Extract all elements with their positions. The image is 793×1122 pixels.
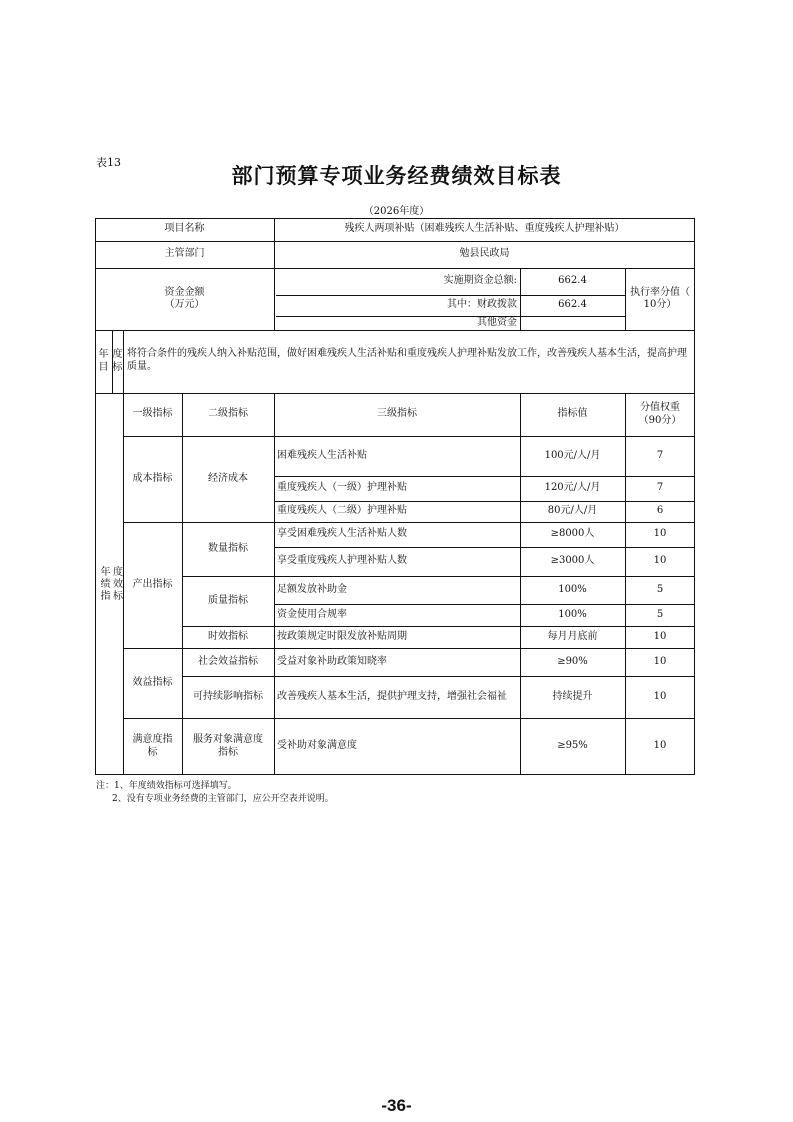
indicator-weight: 10 bbox=[653, 690, 667, 702]
indicator-section-label-right: 度效标 bbox=[110, 566, 122, 602]
level1-satisfaction: 满意度指 标 bbox=[132, 734, 173, 758]
project-name-label: 项目名称 bbox=[164, 223, 205, 235]
other-funds-value bbox=[520, 316, 625, 330]
header-weight: 分值权重 （90分） bbox=[638, 402, 682, 426]
annual-goal-label-right: 度 标 bbox=[112, 349, 123, 373]
fiscal-funds-label: 其中：财政拨款 bbox=[447, 299, 517, 311]
annual-goal-text: 将符合条件的残疾人纳入补贴范围，做好困难残疾人生活补贴和重度残疾人护理补贴发放工作，改善残疾人基本生活，提高护理质量。 bbox=[127, 348, 687, 372]
level1-output: 产出指标 bbox=[132, 578, 173, 590]
execution-rate-label: 执行率分值（ 10分） bbox=[630, 286, 690, 310]
level3-name: 按政策规定时限发放补贴周期 bbox=[277, 630, 407, 642]
indicator-section-label-left: 年绩指 bbox=[98, 566, 109, 602]
header-value: 指标值 bbox=[557, 408, 588, 420]
indicator-value: 100元/人/月 bbox=[544, 449, 601, 461]
level2-service-satisfaction: 服务对象满意度 指标 bbox=[193, 734, 263, 758]
level2-social-benefit: 社会效益指标 bbox=[198, 655, 258, 667]
department-value: 勉县民政局 bbox=[459, 248, 510, 260]
note-line: 2、没有专项业务经费的主管部门，应公开空表并说明。 bbox=[112, 794, 334, 804]
header-level1: 一级指标 bbox=[132, 408, 173, 420]
indicator-value: ≥90% bbox=[557, 655, 588, 667]
level1-benefit: 效益指标 bbox=[132, 676, 173, 688]
level3-name: 受益对象补助政策知晓率 bbox=[277, 655, 387, 667]
indicator-weight: 7 bbox=[656, 482, 664, 494]
other-funds-label: 其他资金 bbox=[477, 316, 517, 328]
indicator-value: 100% bbox=[558, 608, 587, 620]
level3-name: 受补助对象满意度 bbox=[277, 740, 357, 752]
indicator-weight: 6 bbox=[656, 505, 664, 517]
level2-quality: 质量指标 bbox=[208, 594, 248, 606]
page-title: 部门预算专项业务经费绩效目标表 bbox=[231, 164, 562, 188]
level3-name: 改善残疾人基本生活，提供护理支持，增强社会福祉 bbox=[277, 690, 507, 702]
indicator-value: ≥95% bbox=[557, 740, 588, 752]
indicator-value: 持续提升 bbox=[552, 690, 593, 702]
project-name-value: 残疾人两项补贴（困难残疾人生活补贴、重度残疾人护理补贴） bbox=[344, 223, 625, 235]
indicator-weight: 5 bbox=[656, 583, 664, 595]
indicator-weight: 7 bbox=[656, 449, 664, 461]
indicator-weight: 10 bbox=[653, 555, 667, 567]
level3-name: 重度残疾人（一级）护理补贴 bbox=[277, 482, 407, 494]
indicator-weight: 5 bbox=[656, 608, 664, 620]
indicator-value: 100% bbox=[558, 583, 587, 595]
indicator-value: 120元/人/月 bbox=[544, 482, 601, 494]
fiscal-funds-value: 662.4 bbox=[558, 299, 587, 311]
indicator-section-label bbox=[95, 393, 123, 775]
level3-name: 困难残疾人生活补贴 bbox=[277, 449, 367, 461]
level2-timeliness: 时效指标 bbox=[208, 630, 248, 642]
note-line: 注：1、年度绩效指标可选择填写。 bbox=[96, 781, 237, 791]
level1-cost: 成本指标 bbox=[132, 472, 173, 484]
annual-goal-label-left: 年 目 bbox=[98, 349, 109, 373]
page-number: -36- bbox=[381, 1096, 412, 1115]
header-level3: 三级指标 bbox=[377, 408, 417, 420]
indicator-value: ≥8000人 bbox=[550, 528, 595, 540]
indicator-weight: 10 bbox=[653, 630, 667, 642]
level2-sustainable-impact: 可持续影响指标 bbox=[193, 690, 263, 702]
total-funds-label: 实施期资金总额: bbox=[443, 275, 517, 287]
department-label: 主管部门 bbox=[164, 248, 205, 260]
level3-name: 足额发放补助金 bbox=[277, 583, 347, 595]
indicator-value: ≥3000人 bbox=[550, 555, 595, 567]
total-funds-value: 662.4 bbox=[558, 275, 587, 287]
table-number: 表13 bbox=[96, 156, 121, 169]
level2-economic-cost: 经济成本 bbox=[208, 472, 248, 484]
level3-name: 重度残疾人（二级）护理补贴 bbox=[277, 505, 407, 517]
indicator-weight: 10 bbox=[653, 528, 667, 540]
funds-label: 资金金额 （万元） bbox=[164, 286, 205, 310]
indicator-value: 每月月底前 bbox=[547, 630, 598, 642]
header-level2: 二级指标 bbox=[208, 408, 248, 420]
level3-name: 享受困难残疾人生活补贴人数 bbox=[277, 528, 407, 540]
level2-quantity: 数量指标 bbox=[208, 542, 248, 554]
indicator-value: 80元/人/月 bbox=[547, 505, 598, 517]
fiscal-year: （2026年度） bbox=[363, 206, 430, 217]
indicator-weight: 10 bbox=[653, 655, 667, 667]
indicator-weight: 10 bbox=[653, 740, 667, 752]
level3-name: 资金使用合规率 bbox=[277, 608, 347, 620]
level3-name: 享受重度残疾人护理补贴人数 bbox=[277, 555, 407, 567]
